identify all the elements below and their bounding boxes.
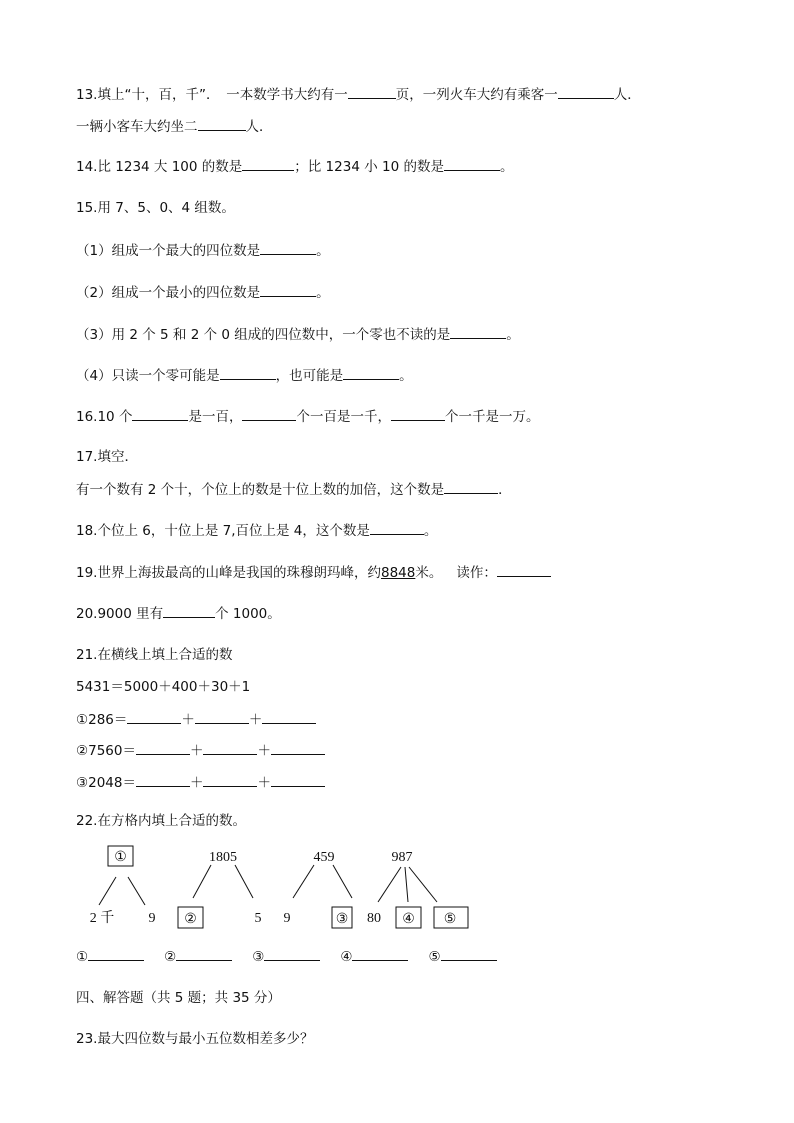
answer-blank[interactable] [176,946,232,961]
tree1-right: 9 [148,911,156,926]
q16-p1: 16.10 个 [76,409,133,425]
q22-answer-label: ① [76,949,89,965]
q19-p1: 19.世界上海拔最高的山峰是我国的珠穆朗玛峰，约 [76,565,381,581]
tree4-top: 987 [391,850,413,865]
plus-sign: ＋ [248,712,263,728]
plus-sign: ＋ [181,712,195,728]
tree2-right-branch [235,865,253,898]
q15-s4a: （4）只读一个零可能是 [76,368,220,384]
q21-r1: ①286＝ [76,712,128,728]
q13-mid: 页，一列火车大约有乘客一 [395,87,558,103]
q22-answer-label: ③ [252,949,265,965]
q14-part2: ；比 1234 小 10 的数是 [294,159,444,175]
tree1-top: ① [114,850,127,865]
tree3-left-branch [293,865,314,898]
q16-p4: 个一千是一万。 [444,409,540,425]
q15-s2: （2）组成一个最小的四位数是 [76,285,261,301]
q14-part1: 14.比 1234 大 100 的数是 [76,159,243,175]
q13-line2-prefix: 一辆小客车大约坐二 [76,119,198,135]
question-22-title: 22.在方格内填上合适的数。 [76,813,246,829]
tree3-right-branch [333,865,352,898]
q22-answer-label: ⑤ [428,949,441,965]
plus-sign: ＋ [257,743,271,759]
tree2-right: 5 [254,911,262,926]
tree4-branch-c [409,867,437,902]
tree2-left: ② [184,912,197,927]
q21-r3: ③2048＝ [76,775,136,791]
question-21-example: 5431＝5000＋400＋30＋1 [76,679,251,695]
answer-blank[interactable] [264,946,320,961]
answer-blank[interactable] [88,946,144,961]
tree4-a: 80 [367,911,381,926]
tree3-left: 9 [283,911,291,926]
q22-answer-label: ② [164,949,177,965]
period: 。 [423,523,438,539]
tree4-branch-b [405,867,408,902]
period: 。 [316,285,330,301]
tree4-branch-a [378,867,401,902]
tree1-right-branch [128,877,145,905]
question-22-answers [76,946,497,967]
q19-number: 8848 [380,565,416,581]
question-15-title: 15.用 7、5、0、4 组数。 [76,200,235,216]
tree4-b: ④ [402,912,415,927]
tree3-right: ③ [335,912,349,927]
period: ． [498,482,512,498]
tree3-top: 459 [313,850,335,865]
answer-blank[interactable] [441,946,497,961]
q20-p1: 20.9000 里有 [76,606,164,622]
q19-p3: 读作： [456,565,497,581]
plus-sign: ＋ [189,775,204,791]
q16-p3: 个一百是一千， [296,409,391,425]
q15-s4b: ，也可能是 [275,368,344,384]
period: 。 [399,368,413,384]
tree1-left-branch [99,877,116,905]
answer-blank[interactable] [352,946,408,961]
tree2-left-branch [193,865,211,898]
q17-body: 有一个数有 2 个十，个位上的数是十位上数的加倍，这个数是 [76,482,445,498]
q21-r2: ②7560＝ [76,743,136,759]
q15-s3: （3）用 2 个 5 和 2 个 0 组成的四位数中，一个零也不读的是 [76,327,451,343]
q16-p2: 是一百， [188,409,243,425]
tree2-top: 1805 [209,850,237,865]
q20-p2: 个 1000。 [215,606,281,622]
plus-sign: ＋ [189,743,204,759]
q15-s1: （1）组成一个最大的四位数是 [76,243,261,259]
q13-prefix: 13.填上“十，百，千”． 一本数学书大约有一 [76,87,348,103]
tree1-left: 2 千 [89,911,115,926]
q13-line2-end: 人． [245,119,273,135]
plus-sign: ＋ [257,775,271,791]
period: 。 [316,243,330,259]
q18-text: 18.个位上 6，十位上是 7,百位上是 4，这个数是 [76,523,370,539]
q22-answer-label: ④ [340,949,353,965]
tree4-c: ⑤ [443,912,457,927]
question-21-title: 21.在横线上填上合适的数 [76,647,233,663]
section-heading: 四、解答题（共 5 题；共 35 分） [76,990,281,1006]
q19-p2: 米。 [415,565,443,581]
period: 。 [506,327,520,343]
question-17-title: 17.填空． [76,449,138,465]
q14-part3: 。 [499,159,514,175]
question-23: 23.最大四位数与最小五位数相差多少？ [76,1031,314,1047]
q13-end: 人． [613,87,641,103]
